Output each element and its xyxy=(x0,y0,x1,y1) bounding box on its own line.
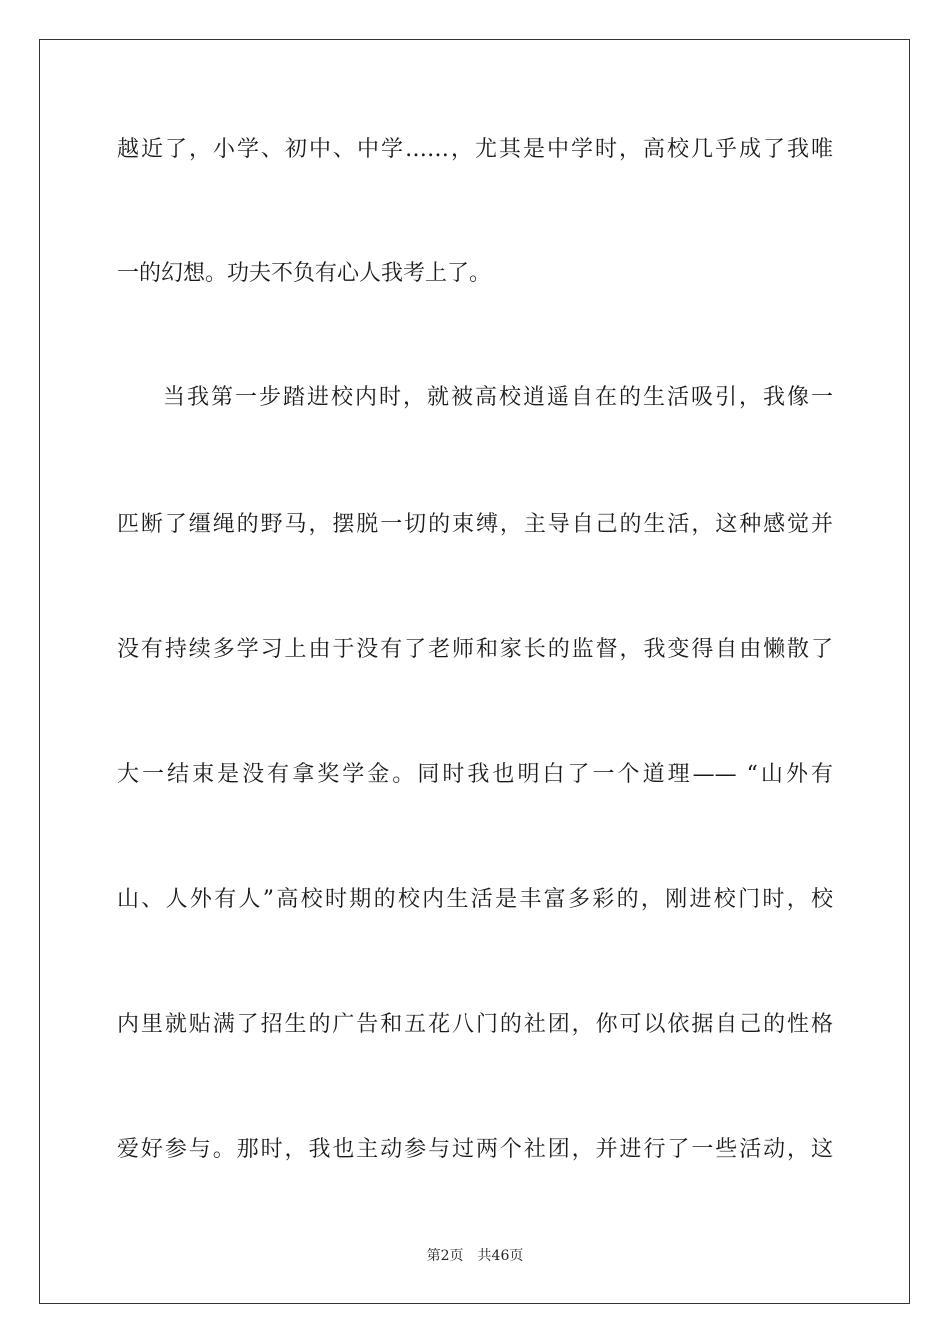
page-border xyxy=(39,39,910,1304)
page-footer xyxy=(0,1246,950,1266)
text-line-9: 爱好参与。那时，我也主动参与过两个社团，并进行了一些活动，这 xyxy=(117,1137,833,1162)
text-line-3: 当我第一步踏进校内时，就被高校逍遥自在的生活吸引，我像一 xyxy=(163,385,833,410)
text-line-4: 匹断了缰绳的野马，摆脱一切的束缚，主导自己的生活，这种感觉并 xyxy=(117,512,833,537)
text-line-6: 大一结束是没有拿奖学金。同时我也明白了一个道理—— “山外有 xyxy=(117,762,833,787)
text-line-5: 没有持续多学习上由于没有了老师和家长的监督，我变得自由懒散了 xyxy=(117,637,833,662)
total-pages: 共46页 xyxy=(477,1248,524,1264)
page-number: 第2页 xyxy=(426,1248,464,1264)
text-line-1: 越近了，小学、初中、中学……，尤其是中学时，高校几乎成了我唯 xyxy=(117,137,833,162)
text-line-7: 山、人外有人”高校时期的校内生活是丰富多彩的，刚进校门时，校 xyxy=(117,887,833,912)
text-line-8: 内里就贴满了招生的广告和五花八门的社团，你可以依据自己的性格 xyxy=(117,1012,833,1037)
text-line-2: 一的幻想。功夫不负有心人我考上了。 xyxy=(117,261,492,286)
